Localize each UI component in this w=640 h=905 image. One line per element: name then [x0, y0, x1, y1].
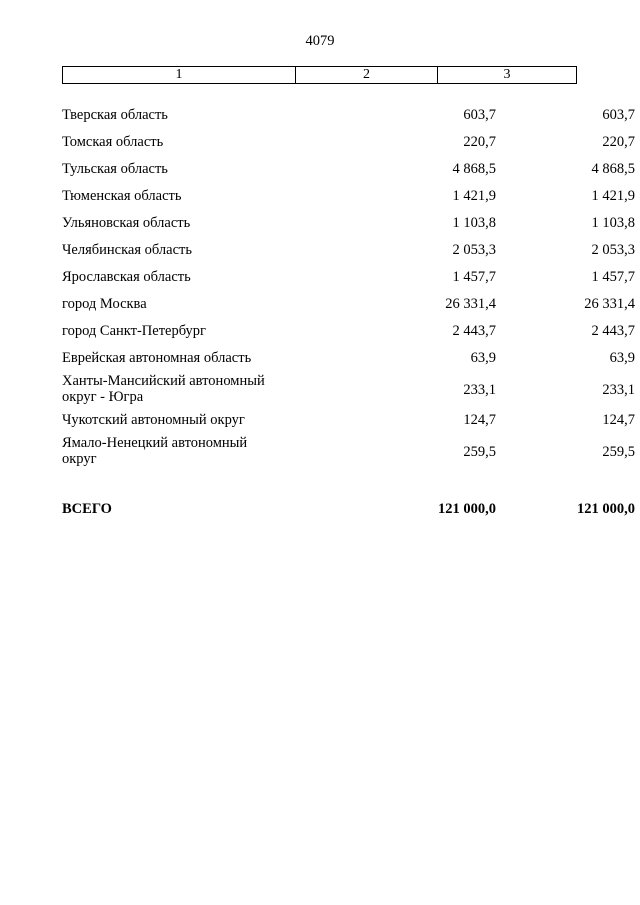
value-col3: 4 868,5: [591, 161, 635, 177]
value-col2: 4 868,5: [452, 161, 496, 177]
region-name: Томская область: [62, 134, 164, 150]
value-col2: 603,7: [463, 107, 496, 123]
value-col3: 603,7: [602, 107, 635, 123]
region-name: город Москва: [62, 296, 147, 312]
region-name: Чукотский автономный округ: [62, 412, 245, 428]
value-col2: 1 457,7: [452, 269, 496, 285]
region-name: Тюменская область: [62, 188, 182, 204]
region-name: Челябинская область: [62, 242, 192, 258]
value-col3: 220,7: [602, 134, 635, 150]
total-value-col2: 121 000,0: [438, 501, 496, 517]
total-label: ВСЕГО: [62, 501, 112, 517]
value-col3: 1 103,8: [591, 215, 635, 231]
region-name: Еврейская автономная область: [62, 350, 252, 366]
region-name: [62, 435, 292, 467]
column-header-3: 3: [503, 67, 511, 82]
value-col3: 2 443,7: [591, 323, 635, 339]
value-col2: 220,7: [463, 134, 496, 150]
value-col3: 1 457,7: [591, 269, 635, 285]
value-col2: 2 053,3: [452, 242, 496, 258]
value-col3: 124,7: [602, 412, 635, 428]
region-name: Ульяновская область: [62, 215, 191, 231]
region-name: [62, 373, 292, 405]
region-name: Тверская область: [62, 107, 168, 123]
column-header-1: 1: [63, 67, 296, 83]
value-col2: 233,1: [463, 382, 496, 398]
column-header-row: [62, 66, 577, 84]
value-col3: 259,5: [602, 444, 635, 460]
column-header-2: 2: [296, 67, 438, 83]
value-col2: 63,9: [470, 350, 496, 366]
value-col2: 259,5: [463, 444, 496, 460]
value-col2: 1 421,9: [452, 188, 496, 204]
region-name: Ярославская область: [62, 269, 191, 285]
value-col2: 124,7: [463, 412, 496, 428]
value-col2: 1 103,8: [452, 215, 496, 231]
region-name-line: Ханты-Мансийский автономный: [62, 373, 265, 389]
region-name-line: округ: [62, 451, 97, 467]
region-name-line: Ямало-Ненецкий автономный: [62, 435, 248, 451]
value-col2: 26 331,4: [445, 296, 496, 312]
value-col3: 2 053,3: [591, 242, 635, 258]
value-col3: 233,1: [602, 382, 635, 398]
region-name-line: округ - Югра: [62, 389, 144, 405]
page-number: 4079: [305, 33, 335, 49]
value-col3: 1 421,9: [591, 188, 635, 204]
total-value-col3: 121 000,0: [577, 501, 635, 517]
value-col3: 63,9: [609, 350, 635, 366]
value-col3: 26 331,4: [584, 296, 635, 312]
region-name: город Санкт-Петербург: [62, 323, 207, 339]
region-name: Тульская область: [62, 161, 168, 177]
value-col2: 2 443,7: [452, 323, 496, 339]
